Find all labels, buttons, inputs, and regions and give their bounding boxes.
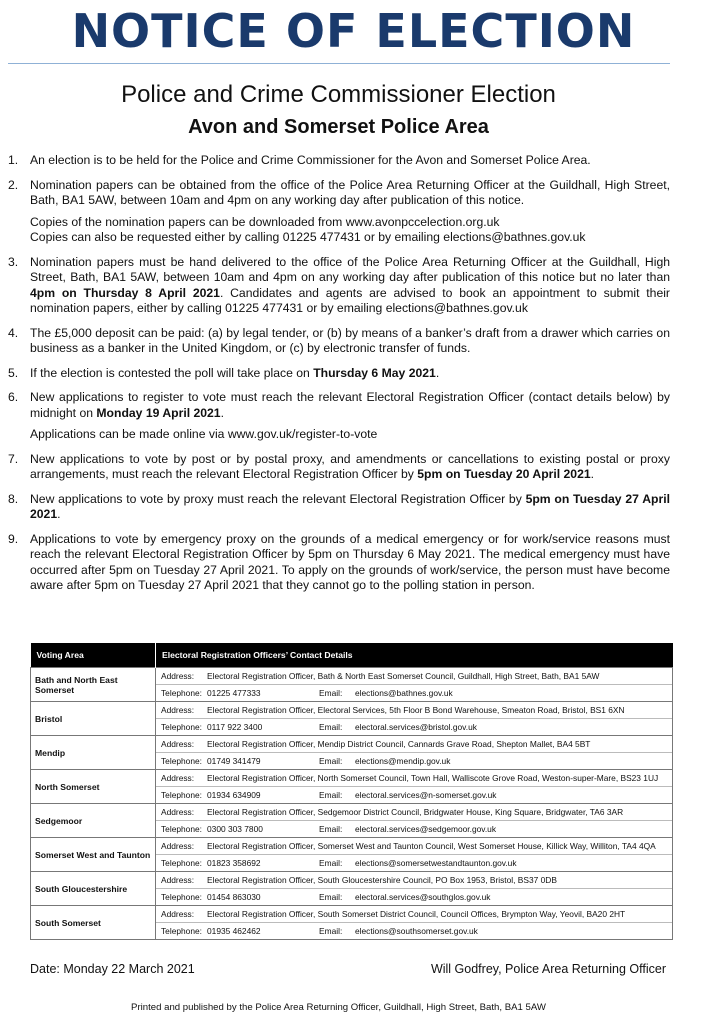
address-line [156,736,672,753]
item-number: 5. [8,365,19,380]
phone-email-line [156,923,672,939]
address-label: Address: [161,807,195,817]
ero-contact-table [30,643,673,940]
telephone-value: 0300 303 7800 [207,824,263,834]
address-label: Address: [161,705,195,715]
item-text-part: . [435,365,440,380]
item-text-part: New applications to vote by proxy must reach the relevant Electoral Registration Officer by [30,491,526,506]
address-line [156,872,672,889]
table-row [31,838,673,872]
notice-item [8,390,670,443]
address-label: Address: [161,841,195,851]
phone-email-line [156,719,672,735]
table-header-row [31,643,673,668]
telephone-label: Telephone: [161,756,202,766]
telephone-label: Telephone: [161,790,202,800]
telephone-label: Telephone: [161,722,202,732]
item-text [30,390,670,421]
online-application-text: Applications can be made online via www.gov.uk/register-to-vote [30,427,378,441]
address-line [156,668,672,685]
address-value: Electoral Registration Officer, North Somerset Council, Town Hall, Walliscote Grove Road, Weston-super-Mare, BS23 1UJ [207,773,659,783]
deadline-date: 5pm on Tuesday 20 April 2021 [417,467,591,481]
telephone-label: Telephone: [161,824,202,834]
table-row [31,736,673,770]
item-number: 6. [8,390,19,404]
phone-email-line [156,821,672,837]
voting-area-name: Bath and North East Somerset [31,668,156,702]
contact-details [156,702,673,736]
email-label: Email: [319,722,343,732]
voting-area-name: Somerset West and Taunton [31,838,156,872]
phone-email-line [156,855,672,871]
item-text-part: If the election is contested the poll will take place on [30,365,314,380]
email-label: Email: [319,756,343,766]
item-text [30,255,670,317]
item-number: 4. [8,325,19,340]
address-line [156,838,672,855]
email-value: elections@bathnes.gov.uk [355,688,453,698]
telephone-value: 01454 863030 [207,892,261,902]
phone-email-line [156,753,672,769]
notice-banner [0,0,707,62]
address-label: Address: [161,773,195,783]
notice-item [8,153,670,169]
item-text [30,366,670,382]
address-label: Address: [161,671,195,681]
returning-officer-signature: Will Godfrey, Police Area Returning Officer [430,962,666,976]
notice-item [8,366,670,382]
table-row [31,668,673,702]
phone-email-line [156,889,672,905]
table-row [31,770,673,804]
phone-email-line [156,685,672,701]
notice-item [8,452,670,483]
email-value: elections@southsomerset.gov.uk [355,926,478,936]
request-text: Copies can also be requested either by calling 01225 477431 or by emailing elections@bathnes.gov.uk [30,230,586,244]
deadline-date: Monday 19 April 2021 [96,405,221,420]
voting-area-name: South Gloucestershire [31,872,156,906]
contact-details [156,872,673,906]
telephone-value: 01935 462462 [207,926,261,936]
item-text [30,492,670,523]
email-label: Email: [319,892,343,902]
email-value: elections@mendip.gov.uk [355,756,451,766]
voting-area-name: South Somerset [31,906,156,940]
column-header-contact-details: Electoral Registration Officers’ Contact Details [156,643,673,668]
item-number: 3. [8,254,19,269]
address-value: Electoral Registration Officer, South Gloucestershire Council, PO Box 1953, Bristol, BS37 0DB [207,875,557,885]
notice-item [8,492,670,523]
telephone-value: 01225 477333 [207,688,261,698]
item-text: Nomination papers can be obtained from the office of the Police Area Returning Officer at the Guildhall, High Street, Bath, BA1 5AW, between 10am and 4pm on any working day after publication of this notice. [30,177,670,207]
notice-item [8,326,670,357]
table-body [31,668,673,940]
contact-details [156,736,673,770]
notice-items [8,153,670,603]
email-value: elections@somersetwestandtaunton.gov.uk [355,858,517,868]
voting-area-name: North Somerset [31,770,156,804]
notice-date: Date: Monday 22 March 2021 [30,962,195,976]
contact-details [156,906,673,940]
address-value: Electoral Registration Officer, South Somerset District Council, Council Offices, Brympton Way, Yeovil, BA20 2HT [207,909,626,919]
item-number: 2. [8,177,19,192]
telephone-label: Telephone: [161,892,202,902]
table-row [31,804,673,838]
column-header-voting-area: Voting Area [31,643,156,668]
email-label: Email: [319,824,343,834]
notice-item [8,178,670,246]
item-text: An election is to be held for the Police and Crime Commissioner for the Avon and Somerset Police Area. [30,153,591,167]
item-text-part: . Candidates and agents are advised to book an appointment to submit their nomination papers, either by calling 01225 477431 or by emailing elections@bathnes.gov.uk [30,285,670,315]
item-number: 9. [8,531,19,546]
email-label: Email: [319,790,343,800]
telephone-value: 01823 358692 [207,858,261,868]
item-text [30,452,670,483]
address-label: Address: [161,909,195,919]
address-line [156,906,672,923]
address-value: Electoral Registration Officer, Sedgemoor District Council, Bridgwater House, King Square, Bridgwater, TA6 3AR [207,807,624,817]
item-text: Applications to vote by emergency proxy on the grounds of a medical emergency or for work/service reasons must reach the relevant Electoral Registration Officer by 5pm on Thursday 6 May 2021. The medical emergency must have occurred after 5pm on Tuesday 27 April 2021. To apply on the grounds of work/service, the person must have become aware after 5pm on Tuesday 27 April 2021 that they cannot go to the polling station in person. [30,531,670,592]
address-line [156,804,672,821]
address-label: Address: [161,875,195,885]
table-row [31,702,673,736]
email-value: electoral.services@n-somerset.gov.uk [355,790,497,800]
voting-area-name: Sedgemoor [31,804,156,838]
voting-area-name: Mendip [31,736,156,770]
notice-item [8,255,670,317]
election-title: Police and Crime Commissioner Election [121,81,556,108]
item-text-part: . [57,507,61,521]
deadline-date: 5pm on Tuesday 27 April 2021 [30,491,670,521]
poll-date: Thursday 6 May 2021 [313,365,436,380]
email-label: Email: [319,858,343,868]
notice-heading: NOTICE OF ELECTION [71,4,636,58]
telephone-value: 01934 634909 [207,790,261,800]
deadline-date: 4pm on Thursday 8 April 2021 [30,285,220,300]
email-value: electoral.services@sedgemoor.gov.uk [355,824,497,834]
telephone-label: Telephone: [161,688,202,698]
header-divider [8,63,670,64]
contact-details [156,838,673,872]
table-row [31,906,673,940]
police-area-title: Avon and Somerset Police Area [188,116,489,138]
item-text-part: New applications to vote by post or by postal proxy, and amendments or cancellations to existing postal or proxy arrangements, must reach the relevant Electoral Registration Officer by [30,451,670,481]
contact-details [156,668,673,702]
telephone-label: Telephone: [161,926,202,936]
download-text: Copies of the nomination papers can be downloaded from www.avonpccelection.org.uk [30,214,500,229]
address-value: Electoral Registration Officer, Bath & North East Somerset Council, Guildhall, High Street, Bath, BA1 5AW [207,671,600,681]
contact-details [156,770,673,804]
address-line [156,702,672,719]
telephone-value: 01749 341479 [207,756,261,766]
item-number: 8. [8,491,19,506]
notice-item [8,532,670,594]
address-value: Electoral Registration Officer, Somerset West and Taunton Council, West Somerset House, Killick Way, Williton, TA4 4QA [207,841,656,851]
email-value: electoral.services@bristol.gov.uk [355,722,477,732]
contact-details [156,804,673,838]
telephone-value: 0117 922 3400 [207,722,263,732]
email-label: Email: [319,926,343,936]
address-line [156,770,672,787]
item-text-part: Nomination papers must be hand delivered to the office of the Police Area Returning Officer at the Guildhall, High Street, Bath, BA1 5AW, between 10am and 4pm on any working day after publication of this notice but no later than [30,254,670,284]
item-text-part: New applications to register to vote must reach the relevant Electoral Registration Officer (contact details below) by midnight on [30,390,670,420]
item-text-part: . [220,405,224,420]
phone-email-line [156,787,672,803]
telephone-label: Telephone: [161,858,202,868]
item-number: 7. [8,451,19,466]
email-label: Email: [319,688,343,698]
imprint: Printed and published by the Police Area Returning Officer, Guildhall, High Street, Bath, BA1 5AW [131,1002,546,1013]
item-text: The £5,000 deposit can be paid: (a) by legal tender, or (b) by means of a banker’s draft from a drawer which carries on business as a banker in the United Kingdom, or (c) by electronic transfer of funds. [30,325,670,355]
table-row [31,872,673,906]
address-value: Electoral Registration Officer, Electoral Services, 5th Floor B Bond Warehouse, Smeaton Road, Bristol, BS1 6XN [207,705,625,715]
email-value: electoral.services@southglos.gov.uk [355,892,491,902]
item-number: 1. [8,153,19,167]
item-text-part: . [590,467,595,481]
voting-area-name: Bristol [31,702,156,736]
address-value: Electoral Registration Officer, Mendip District Council, Cannards Grave Road, Shepton Mallet, BA4 5BT [207,739,591,749]
address-label: Address: [161,739,195,749]
